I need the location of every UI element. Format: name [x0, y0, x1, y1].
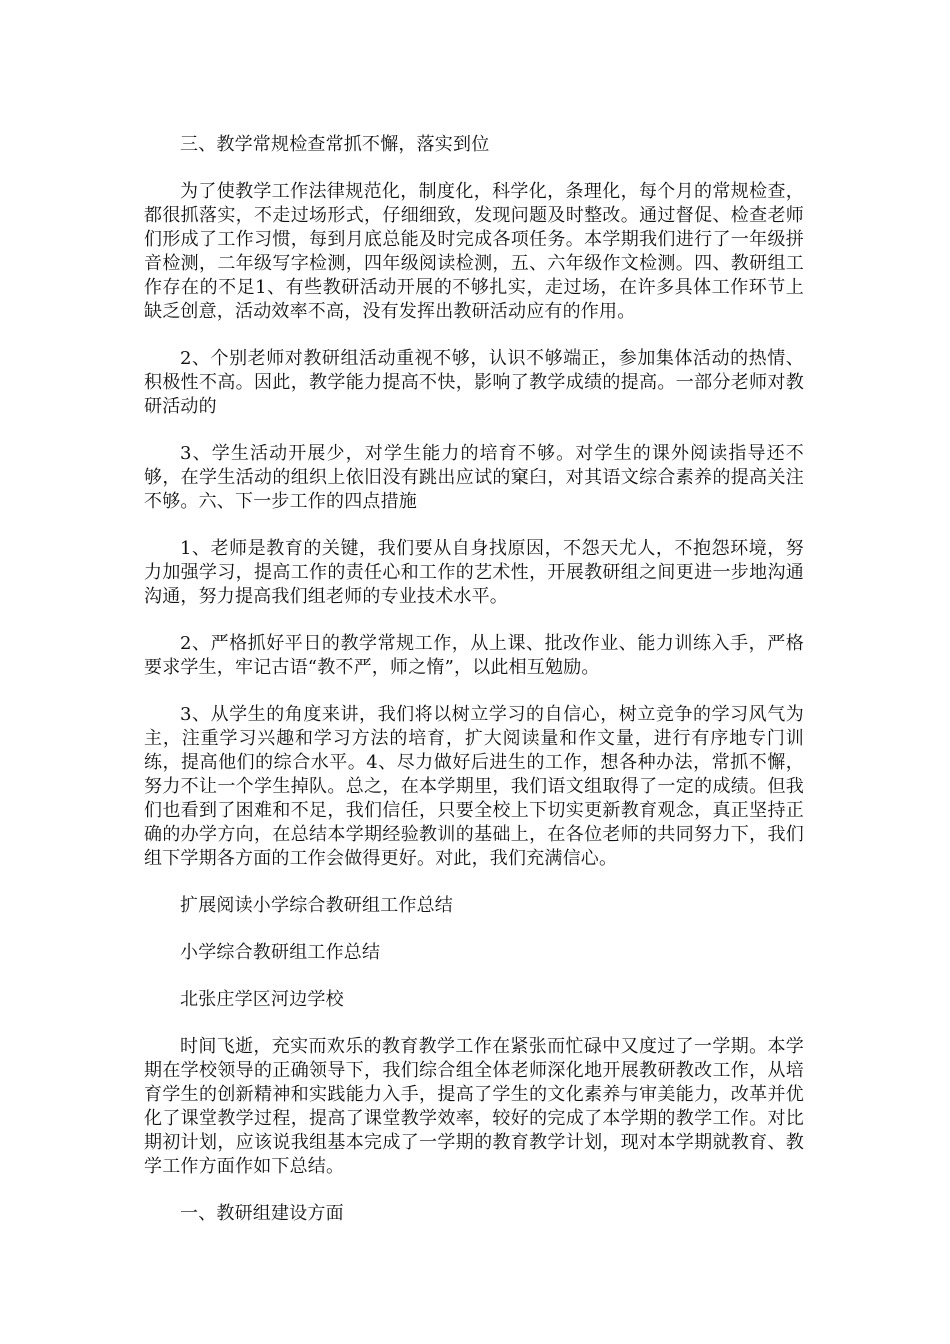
section-heading-group-building: 一、教研组建设方面	[180, 1203, 344, 1224]
paragraph-shortcoming-2: 2、个别老师对教研组活动重视不够，认识不够端正，参加集体活动的热情、积极性不高。因此，教学能力提高不快，影响了教学成绩的提高。一部分老师对教研活动的	[144, 348, 804, 417]
document-body	[144, 133, 804, 1249]
paragraph-intro: 时间飞逝，充实而欢乐的教育教学工作在紧张而忙碌中又度过了一学期。本学期在学校领导的正确领导下，我们综合组全体老师深化地开展教研教改工作，从培育学生的创新精神和实践能力入手，提高了学生的文化素养与审美能力，改革并优化了课堂教学过程，提高了课堂教学效率，较好的完成了本学期的教学工作。对比期初计划，应该说我组基本完成了一学期的教育教学计划，现对本学期就教育、教学工作方面作如下总结。	[144, 1036, 804, 1177]
paragraph-shortcoming-3: 3、学生活动开展少，对学生能力的培育不够。对学生的课外阅读指导还不够，在学生活动的组织上依旧没有跳出应试的窠臼，对其语文综合素养的提高关注不够。六、下一步工作的四点措施	[144, 443, 804, 512]
paragraph-routine-checks: 为了使教学工作法律规范化，制度化，科学化，条理化，每个月的常规检查，都很抓落实，不走过场形式，仔细细致，发现问题及时整改。通过督促、检查老师们形成了工作习惯，每到月底总能及时完成各项任务。本学期我们进行了一年级拼音检测，二年级写字检测，四年级阅读检测，五、六年级作文检测。四、教研组工作存在的不足1、有些教研活动开展的不够扎实，走过场，在许多具体工作环节上缺乏创意，活动效率不高，没有发挥出教研活动应有的作用。	[144, 181, 804, 322]
article-title: 小学综合教研组工作总结	[180, 942, 381, 963]
extended-reading-title: 扩展阅读小学综合教研组工作总结	[180, 895, 453, 916]
paragraph-measure-3-4: 3、从学生的角度来讲，我们将以树立学习的自信心，树立竞争的学习风气为主，注重学习兴趣和学习方法的培育，扩大阅读量和作文量，进行有序地专门训练，提高他们的综合水平。4、尽力做好后进生的工作，想各种办法，常抓不懈，努力不让一个学生掉队。总之，在本学期里，我们语文组取得了一定的成绩。但我们也看到了困难和不足，我们信任，只要全校上下切实更新教育观念，真正坚持正确的办学方向，在总结本学期经验教训的基础上，在各位老师的共同努力下，我们组下学期各方面的工作会做得更好。对此，我们充满信心。	[144, 704, 804, 869]
article-author: 北张庄学区河边学校	[180, 989, 344, 1010]
paragraph-measure-1: 1、老师是教育的关键，我们要从自身找原因，不怨天尤人，不抱怨环境，努力加强学习，提高工作的责任心和工作的艺术性，开展教研组之间更进一步地沟通沟通，努力提高我们组老师的专业技术水平。	[144, 538, 804, 607]
section-heading-routine-checks: 三、教学常规检查常抓不懈，落实到位	[180, 134, 490, 155]
paragraph-measure-2: 2、严格抓好平日的教学常规工作，从上课、批改作业、能力训练入手，严格要求学生，牢记古语“教不严，师之惰”，以此相互勉励。	[144, 633, 804, 678]
